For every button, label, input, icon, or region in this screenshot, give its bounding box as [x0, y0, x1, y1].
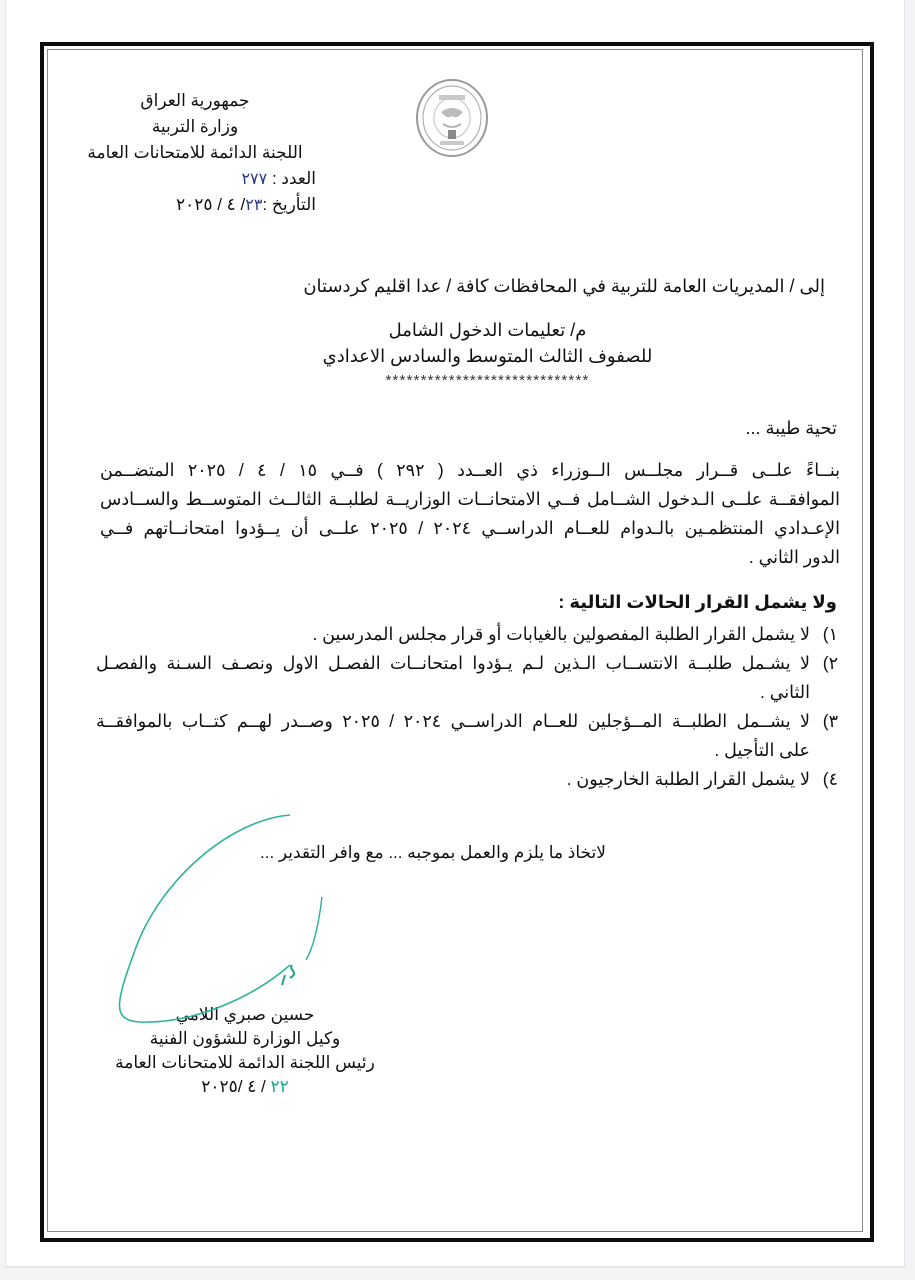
signatory-title-2: رئيس اللجنة الدائمة للامتحانات العامة: [115, 1053, 375, 1072]
reference-number: [70, 166, 320, 192]
item-text: الثاني .: [760, 682, 810, 702]
letterhead: [70, 88, 320, 218]
item-index: ١): [822, 624, 838, 644]
signature-date-day: ٢٢: [270, 1077, 289, 1097]
date-rest: / ٤ / ٢٠٢٥: [175, 195, 246, 214]
ministry-seal-icon: [415, 78, 489, 158]
exclusions-list: [96, 620, 838, 794]
signature-block: [95, 1003, 395, 1099]
exclusion-item: [96, 649, 838, 707]
country-name: جمهورية العراق: [140, 91, 250, 110]
body-line: الموافقــة علــى الـدخول الشــامل فــي الامتحانــات الوزاريــة لطلبــة الثالــث المتوســط والســادس: [100, 489, 840, 509]
signatory-title-1: وكيل الوزارة للشؤون الفنية: [149, 1029, 341, 1048]
number-label: العدد :: [271, 169, 316, 188]
item-text: لا يشمل القرار الطلبة المفصولين بالغيابات أو قرار مجلس المدرسين .: [312, 624, 810, 644]
body-line: الدور الثاني .: [748, 547, 840, 567]
item-text: لا يشــمل الطلبــة المــؤجلين للعــام الدراســي ٢٠٢٤ / ٢٠٢٥ وصــدر لهــم كتــاب بالموافقــة: [96, 711, 811, 731]
subject-line-2: للصفوف الثالث المتوسط والسادس الاعدادي: [322, 346, 653, 366]
item-text: لا يشـمل طلبــة الانتســاب الـذين لـم يـؤدوا امتحانــات الفصـل الاول ونصـف السـنة والفصـل: [96, 653, 810, 673]
greeting: تحية طيبة ...: [745, 418, 837, 438]
subject-line-1: م/ تعليمات الدخول الشامل: [388, 320, 587, 340]
date-label: التأريخ :: [262, 195, 316, 214]
item-text: لا يشمل القرار الطلبة الخارجيون .: [566, 769, 810, 789]
closing-line: لاتخاذ ما يلزم والعمل بموجبه ... مع وافر التقدير ...: [260, 843, 606, 862]
ministry-name: وزارة التربية: [151, 117, 239, 136]
committee-name: اللجنة الدائمة للامتحانات العامة: [87, 143, 303, 162]
item-index: ٢): [822, 653, 838, 673]
exclusions-title: ولا يشمل القرار الحالات التالية :: [558, 592, 837, 612]
body-line: الإعـدادي المنتظمـين بالـدوام للعــام الدراســي ٢٠٢٤ / ٢٠٢٥ علــى أن يــؤدوا امتحانــاتهم فــي: [100, 518, 841, 538]
exclusion-item: [96, 765, 838, 794]
issue-date: [70, 192, 320, 218]
exclusion-item: [96, 620, 838, 649]
recipient-line: إلى / المديريات العامة للتربية في المحافظات كافة / عدا اقليم كردستان: [303, 276, 825, 296]
exclusion-item: [96, 707, 838, 765]
number-value: ٢٧٧: [241, 169, 268, 188]
signatory-name: حسين صبري اللامي: [175, 1005, 315, 1024]
signature-date: [95, 1075, 395, 1099]
subject-separator: *****************************: [385, 372, 590, 389]
body-line: بنــاءً علــى قــرار مجلــس الــوزراء ذي العــدد ( ٢٩٢ ) فــي ١٥ / ٤ / ٢٠٢٥ المتضــمن: [100, 460, 841, 480]
item-text: على التأجيل .: [714, 740, 810, 760]
date-day: ٢٣: [245, 195, 263, 214]
body-paragraph: [100, 456, 840, 572]
item-index: ٤): [822, 769, 838, 789]
item-index: ٣): [822, 711, 838, 731]
signature-date-rest: / ٤ /٢٠٢٥: [201, 1077, 266, 1096]
